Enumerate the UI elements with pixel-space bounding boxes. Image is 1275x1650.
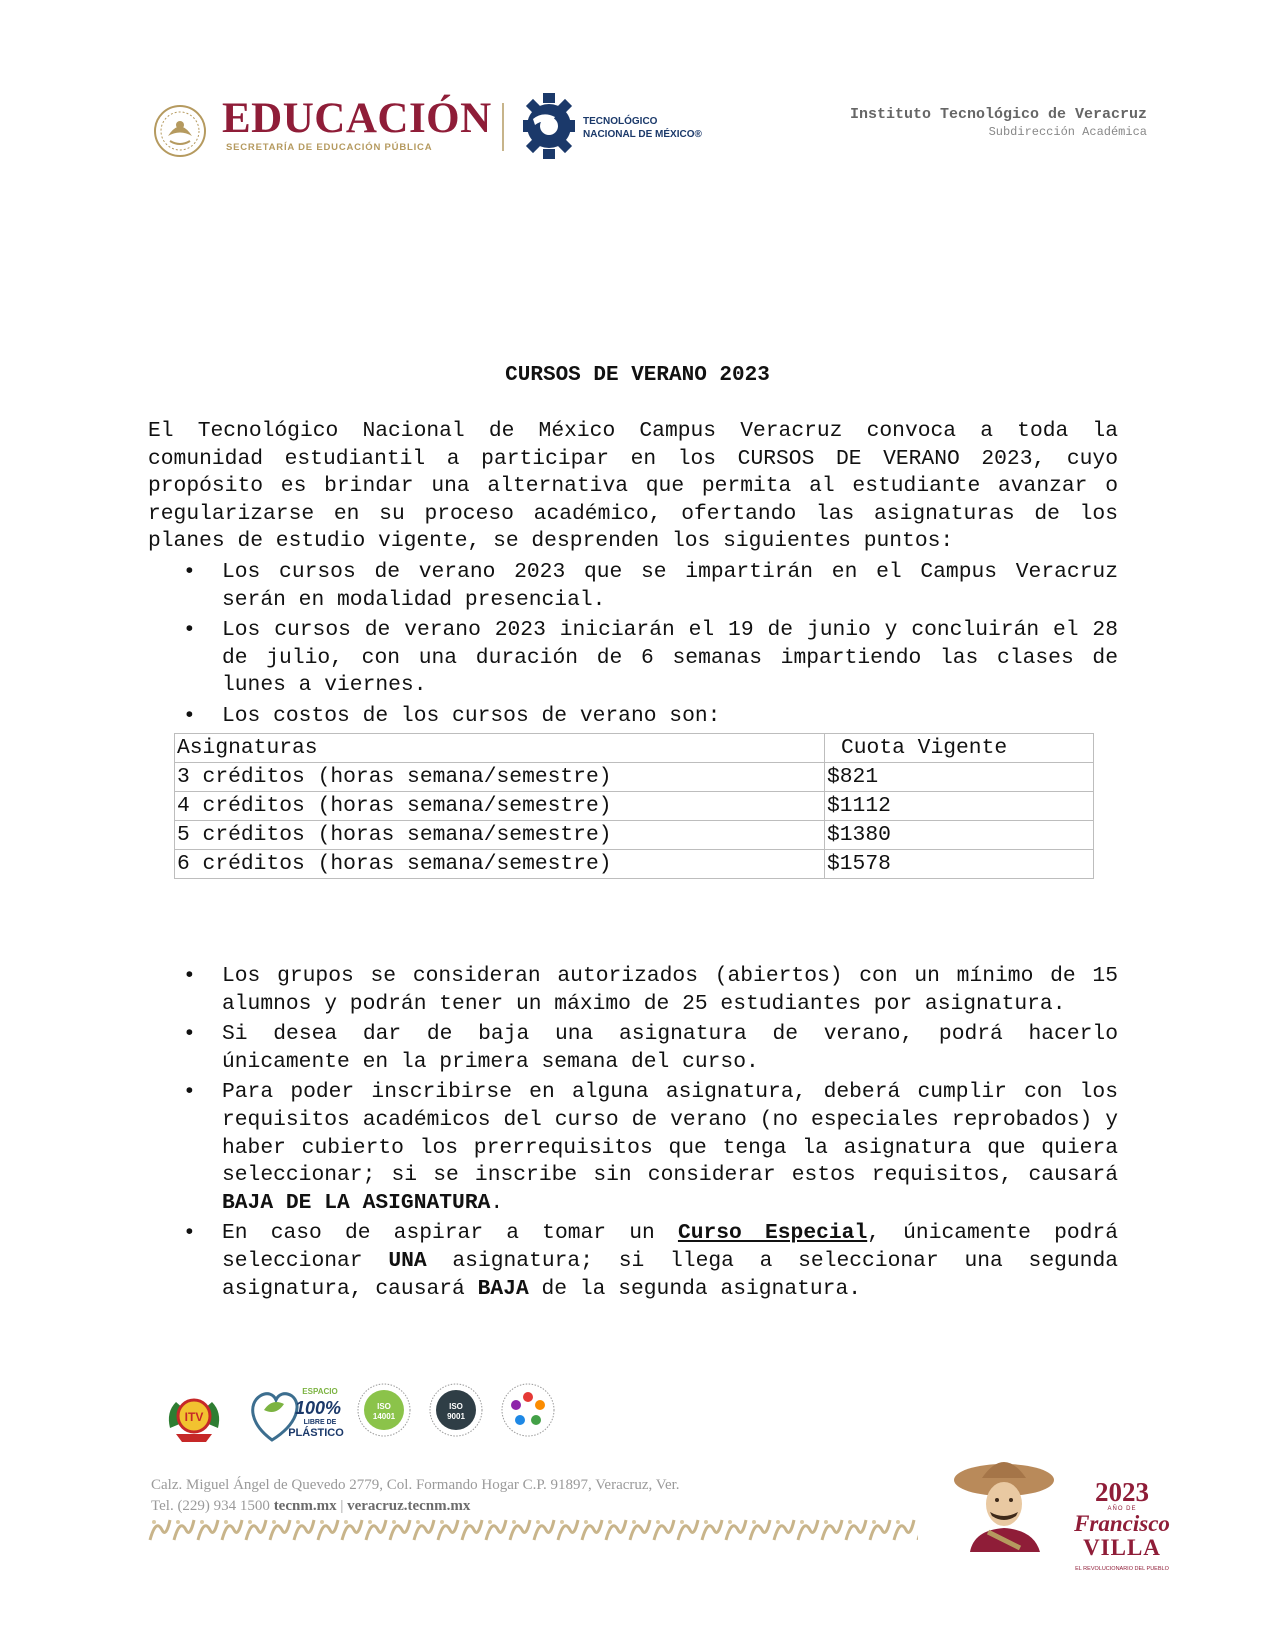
point-text: .	[490, 1190, 504, 1215]
iso-9001-badge	[428, 1382, 484, 1438]
point-text: asignatura; si llega a seleccionar una segunda asignatura, causará	[222, 1248, 1119, 1301]
body-lower	[148, 960, 1118, 1303]
point-text: En caso de aspirar a tomar un	[222, 1221, 678, 1246]
table-cell: 3 créditos (horas semana/semestre)	[175, 762, 825, 791]
table-row	[175, 791, 1094, 820]
body-upper	[148, 418, 1118, 879]
table-cell: $1380	[825, 820, 1094, 849]
list-item: • Si desea dar de baja una asignatura de verano, podrá hacerlo únicamente en la primera semana del curso.	[148, 1021, 1118, 1076]
table-header-cell: Cuota Vigente	[825, 733, 1094, 762]
website-tecnm[interactable]: tecnm.mx	[273, 1498, 337, 1514]
tecnm-gear-logo	[521, 91, 577, 161]
website-veracruz[interactable]: veracruz.tecnm.mx	[347, 1498, 471, 1514]
point-text: de la segunda asignatura.	[528, 1276, 862, 1301]
bold-baja-asignatura: BAJA DE LA ASIGNATURA	[222, 1190, 491, 1215]
tecnm-name: TECNOLÓGICO NACIONAL DE MÉXICO®	[583, 116, 702, 140]
table-cell: 6 créditos (horas semana/semestre)	[175, 849, 825, 878]
plastic-free-logo	[246, 1380, 346, 1446]
libre-de-text: LIBRE DE	[303, 1419, 337, 1426]
point-text: Para poder inscribirse en alguna asignatura, deberá cumplir con los requisitos académicos del curso de verano (no especiales reprobados) y haber cubierto los prerrequisitos que tenga la asignatura que quiera seleccionar; si se inscribe sin considerar estos requisitos, causará	[222, 1080, 1118, 1188]
list-item: • Los cursos de verano 2023 iniciarán el 19 de junio y concluirán el 28 de julio, con una duración de 6 semanas impartiendo las clases de lunes a viernes.	[148, 617, 1118, 700]
iso-9001-number: 9001	[447, 1412, 465, 1421]
table-cell: $1112	[825, 791, 1094, 820]
footer-address	[151, 1475, 680, 1517]
table-row	[175, 820, 1094, 849]
table-header-cell: Asignaturas	[175, 733, 825, 762]
year-text: 2023	[1095, 1477, 1149, 1507]
sep-seal-logo	[144, 103, 216, 159]
address-line: Calz. Miguel Ángel de Quevedo 2779, Col. Formando Hogar C.P. 91897, Veracruz, Ver.	[151, 1477, 680, 1493]
curso-especial-underlined: Curso Especial	[677, 1221, 868, 1246]
iso-9001-label: ISO	[449, 1402, 463, 1411]
bold-baja: BAJA	[477, 1276, 529, 1301]
greca-ornament	[148, 1514, 918, 1544]
list-item: • Los cursos de verano 2023 que se impartirán en el Campus Veracruz serán en modalidad presencial.	[148, 559, 1118, 614]
iso-14001-number: 14001	[372, 1412, 396, 1421]
equality-model-badge	[500, 1382, 556, 1438]
institute-name: Instituto Tecnológico de Veracruz	[849, 106, 1147, 123]
document-title: CURSOS DE VERANO 2023	[505, 364, 770, 387]
bold-una: UNA	[388, 1248, 427, 1273]
table-cell: $1578	[825, 849, 1094, 878]
villa-text: VILLA	[1083, 1535, 1161, 1560]
points-list-bottom	[148, 963, 1118, 1303]
year-sub-text: AÑO DE	[1107, 1506, 1137, 1512]
table-header-row	[175, 733, 1094, 762]
header-divider	[502, 103, 504, 151]
francisco-text: Francisco	[1074, 1511, 1170, 1536]
tagline-text: EL REVOLUCIONARIO DEL PUEBLO	[1075, 1566, 1169, 1572]
plastico-text: PLÁSTICO	[288, 1427, 344, 1439]
list-item	[148, 1220, 1118, 1303]
table-cell: $821	[825, 762, 1094, 791]
iso-14001-label: ISO	[377, 1402, 391, 1411]
intro-paragraph: El Tecnológico Nacional de México Campus Veracruz convoca a toda la comunidad estudiantil a participar en los CURSOS DE VERANO 2023, cuyo propósito es brindar una alternativa que permita al estudiante avanzar o regularizarse en su proceso académico, ofertando las asignaturas de los planes de estudio vigente, se desprenden los siguientes puntos:	[148, 419, 1118, 554]
list-item	[148, 1079, 1118, 1217]
list-item: • Los costos de los cursos de verano son:	[148, 703, 1118, 731]
points-list-top	[148, 559, 1118, 731]
institute-block	[850, 106, 1147, 139]
educacion-title: EDUCACIÓN	[222, 95, 492, 142]
itv-logo	[160, 1388, 228, 1444]
year-logo	[1062, 1478, 1182, 1572]
separator: |	[336, 1498, 348, 1514]
iso-14001-badge	[356, 1382, 412, 1438]
espacio-text: ESPACIO	[302, 1387, 338, 1396]
phone-text: Tel. (229) 934 1500	[151, 1498, 274, 1514]
cost-table	[174, 733, 1094, 879]
table-cell: 4 créditos (horas semana/semestre)	[175, 791, 825, 820]
cien-text: 100%	[294, 1398, 342, 1418]
table-row	[175, 762, 1094, 791]
table-row	[175, 849, 1094, 878]
institute-subtitle: Subdirección Académica	[988, 125, 1147, 139]
table-cell: 5 créditos (horas semana/semestre)	[175, 820, 825, 849]
point-text: , únicamente podrá seleccionar	[222, 1221, 1118, 1273]
villa-portrait	[952, 1452, 1062, 1552]
educacion-subtitle: SECRETARÍA DE EDUCACIÓN PÚBLICA	[226, 142, 433, 153]
itv-text: ITV	[184, 1410, 204, 1424]
list-item: • Los grupos se consideran autorizados (abiertos) con un mínimo de 15 alumnos y podrán tener un máximo de 25 estudiantes por asignatura.	[148, 963, 1118, 1018]
